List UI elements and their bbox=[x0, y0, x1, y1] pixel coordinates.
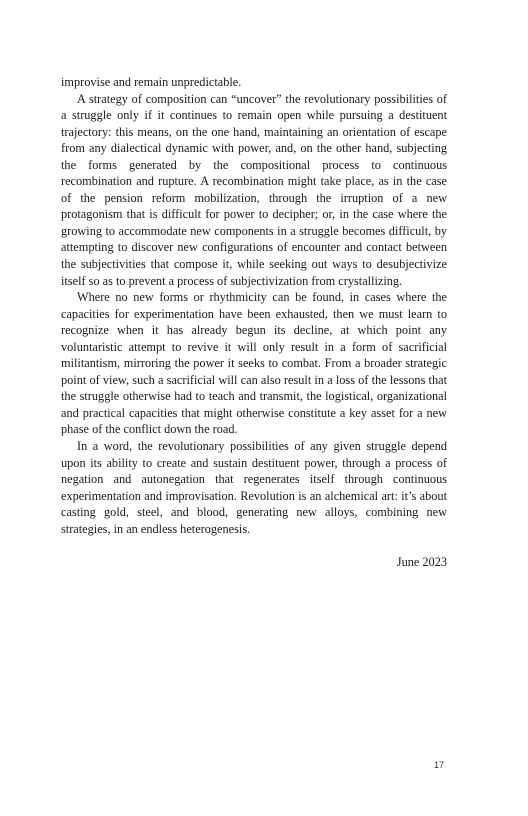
paragraph-no-new-forms: Where no new forms or rhythmicity can be found, in cases where the capacities for experimentation have been exhausted, then we must learn to recognize when it has already begun its decline, at which point any voluntaristic attempt to revive it will only result in a form of sacrificial militantism, mirroring the power it seeks to combat. From a broader strategic point of view, such a sacrificial will can also result in a loss of the lessons that the struggle otherwise had to teach and transmit, the logistical, organizational and practical capacities that might otherwise constitute a key asset for a new phase of the conflict down the road. bbox=[61, 290, 447, 437]
paragraph-strategy-of-composition: A strategy of composition can “uncover” the revolutionary possibilities of a struggle only if it continues to remain open while pursuing a destituent trajectory: this means, on the one hand, maintaining an orientation of escape from any dialectical dynamic with power, and, on the other hand, subjecting the forms generated by the compositional process to continuous recombination and rupture. A recombination might take place, as in the case of the pension reform mobilization, through the irruption of a new protagonism that is difficult for power to decipher; or, in the case where the growing to accommodate new components in a struggle becomes difficult, by attempting to discover new configurations of encounter and contact between the subjectivities that compose it, while seeking out ways to desubjectivize itself so as to prevent a process of subjectivization from crystallizing. bbox=[61, 91, 447, 288]
paragraph-in-a-word: In a word, the revolutionary possibilities of any given struggle depend upon its ability to create and sustain destituent power, through a process of negation and autonegation that regenerates itself through continuous experimentation and improvisation. Revolution is an alchemical art: it’s about casting gold, steel, and blood, generating new alloys, combining new strategies, in an endless heterogenesis. bbox=[61, 439, 447, 536]
date-line: June 2023 bbox=[396, 555, 447, 570]
paragraph-continuation: improvise and remain unpredictable. bbox=[61, 75, 242, 89]
page-number: 17 bbox=[433, 760, 444, 770]
page-body bbox=[61, 74, 447, 570]
